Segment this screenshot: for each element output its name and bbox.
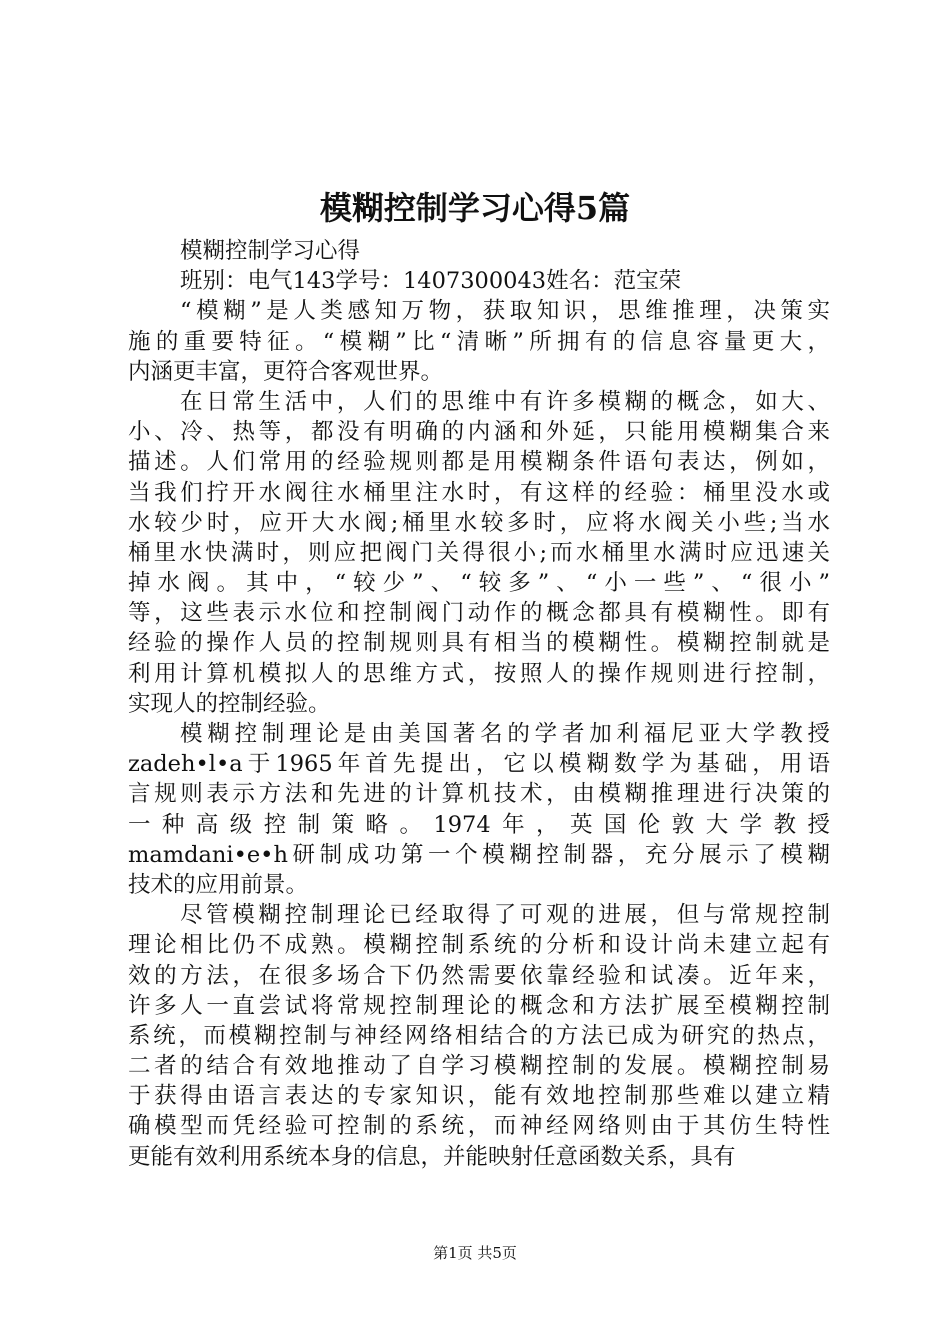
paragraph-line: 描述。人们常用的经验规则都是用模糊条件语句表达，例如， bbox=[128, 449, 830, 476]
paragraph-line: zadeh•l•a于1965年首先提出，它以模糊数学为基础，用语 bbox=[128, 751, 830, 778]
paragraph-line: 确模型而凭经验可控制的系统，而神经网络则由于其仿生特性 bbox=[128, 1113, 830, 1140]
paragraph bbox=[128, 296, 830, 387]
paragraph-line: 施的重要特征。“模糊”比“清晰”所拥有的信息容量更大， bbox=[128, 328, 830, 355]
paragraph-line: 当我们拧开水阀往水桶里注水时，有这样的经验：桶里没水或 bbox=[128, 479, 830, 506]
paragraph-line: 理论相比仍不成熟。模糊控制系统的分析和设计尚未建立起有 bbox=[128, 932, 830, 959]
paragraph-line: 许多人一直尝试将常规控制理论的概念和方法扩展至模糊控制 bbox=[128, 992, 830, 1019]
paragraph-line: 小、冷、热等，都没有明确的内涵和外延，只能用模糊集合来 bbox=[128, 419, 830, 446]
paragraph-line: 系统，而模糊控制与神经网络相结合的方法已成为研究的热点， bbox=[128, 1022, 830, 1049]
paragraph-line: 桶里水快满时，则应把阀门关得很小;而水桶里水满时应迅速关 bbox=[128, 539, 830, 566]
paragraph-line: 等，这些表示水位和控制阀门动作的概念都具有模糊性。即有 bbox=[128, 600, 830, 627]
paragraph-line: 经验的操作人员的控制规则具有相当的模糊性。模糊控制就是 bbox=[128, 630, 830, 657]
paragraph-line: 技术的应用前景。 bbox=[128, 871, 309, 898]
paragraph bbox=[128, 719, 830, 900]
paragraph-line: 一种高级控制策略。1974年，英国伦敦大学教授 bbox=[128, 811, 830, 838]
student-info-line: 班别：电气143学号：1407300043姓名：范宝荣 bbox=[180, 268, 682, 295]
paragraph-line: mamdani•e•h研制成功第一个模糊控制器，充分展示了模糊 bbox=[128, 841, 830, 868]
paragraph-line: “模糊”是人类感知万物，获取知识，思维推理，决策实 bbox=[180, 298, 830, 325]
paragraph-line: 模糊控制理论是由美国著名的学者加利福尼亚大学教授 bbox=[180, 721, 830, 747]
paragraph-line: 言规则表示方法和先进的计算机技术，由模糊推理进行决策的 bbox=[128, 781, 830, 808]
paragraph bbox=[128, 900, 830, 1172]
paragraph-line: 尽管模糊控制理论已经取得了可观的进展，但与常规控制 bbox=[180, 902, 830, 929]
paragraph-line: 实现人的控制经验。 bbox=[128, 690, 331, 717]
paragraph-line: 利用计算机模拟人的思维方式，按照人的操作规则进行控制， bbox=[128, 660, 830, 687]
paragraph-container bbox=[128, 296, 830, 1171]
document-title: 模糊控制学习心得5篇 bbox=[319, 189, 631, 227]
page-footer: 第1页 共5页 bbox=[433, 1244, 517, 1262]
paragraph-line: 内涵更丰富，更符合客观世界。 bbox=[128, 358, 444, 385]
document-body bbox=[128, 236, 830, 1172]
subtitle: 模糊控制学习心得 bbox=[180, 238, 361, 264]
paragraph-line: 更能有效利用系统本身的信息，并能映射任意函数关系，具有 bbox=[128, 1143, 736, 1170]
paragraph-line: 掉水阀。其中，“较少”、“较多”、“小一些”、“很小” bbox=[128, 570, 830, 597]
paragraph-line: 于获得由语言表达的专家知识，能有效地控制那些难以建立精 bbox=[128, 1083, 830, 1110]
paragraph bbox=[128, 387, 830, 719]
paragraph-line: 效的方法，在很多场合下仍然需要依靠经验和试凑。近年来， bbox=[128, 962, 830, 989]
paragraph-line: 在日常生活中，人们的思维中有许多模糊的概念，如大、 bbox=[180, 388, 830, 415]
paragraph-line: 二者的结合有效地推动了自学习模糊控制的发展。模糊控制易 bbox=[128, 1053, 830, 1080]
paragraph-line: 水较少时，应开大水阀;桶里水较多时，应将水阀关小些;当水 bbox=[128, 509, 830, 536]
